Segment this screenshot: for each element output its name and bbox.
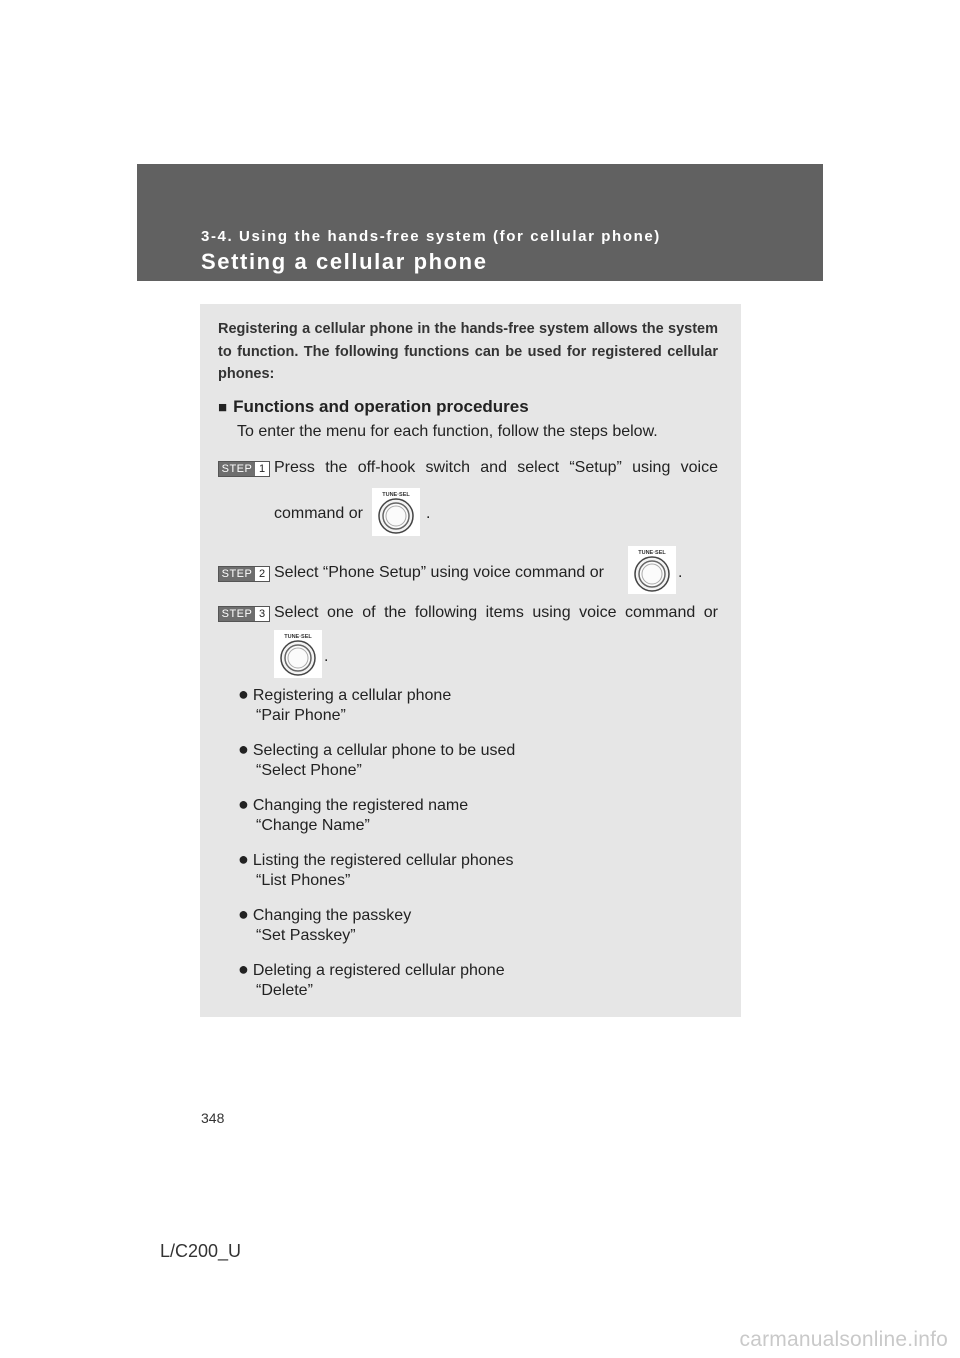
step-number: 1 bbox=[258, 463, 266, 475]
footer-code: L/C200_U bbox=[160, 1241, 242, 1261]
subsection-description: To enter the menu for each function, follow the steps below. bbox=[237, 423, 658, 440]
voice-command: “Change Name” bbox=[256, 817, 370, 834]
subsection-title: Functions and operation procedures bbox=[233, 397, 529, 416]
voice-command: “Select Phone” bbox=[256, 762, 362, 779]
bullet-icon: ● bbox=[238, 959, 249, 979]
step-1-text: Press the off-hook switch and select “Setup” using voice bbox=[274, 459, 718, 476]
bullet-icon: ● bbox=[238, 739, 249, 759]
page-number: 348 bbox=[201, 1110, 225, 1126]
list-item: ● Changing the registered name bbox=[238, 794, 469, 814]
bullet-icon: ● bbox=[238, 849, 249, 869]
knob-label: TUNE·SEL bbox=[284, 634, 312, 640]
step-label: STEP bbox=[219, 607, 255, 621]
list-item: ● Selecting a cellular phone to be used bbox=[238, 739, 516, 759]
step-number: 3 bbox=[258, 608, 266, 620]
section-header bbox=[137, 164, 823, 281]
tune-sel-knob-icon bbox=[274, 630, 322, 678]
knob-label: TUNE·SEL bbox=[638, 550, 666, 556]
section-label: 3-4. Using the hands-free system (for cellular phone) bbox=[201, 228, 661, 245]
step-label: STEP bbox=[219, 567, 255, 581]
page-title: Setting a cellular phone bbox=[201, 249, 488, 274]
watermark: carmanualsonline.info bbox=[739, 1328, 948, 1351]
tune-sel-knob-icon bbox=[628, 546, 676, 594]
subsection-heading bbox=[218, 397, 529, 417]
voice-command: “Delete” bbox=[256, 982, 313, 999]
step-2-text: Select “Phone Setup” using voice command or bbox=[274, 564, 604, 581]
voice-command: “List Phones” bbox=[256, 872, 351, 889]
step-1-suffix: . bbox=[426, 505, 431, 522]
square-bullet-icon: ■ bbox=[218, 399, 228, 416]
step-label: STEP bbox=[219, 462, 255, 476]
tune-sel-knob-icon bbox=[372, 488, 420, 536]
voice-command: “Set Passkey” bbox=[256, 927, 356, 944]
step-1-badge bbox=[218, 461, 270, 477]
voice-command: “Pair Phone” bbox=[256, 707, 346, 724]
list-item: ● Changing the passkey bbox=[238, 904, 412, 924]
step-3-text: Select one of the following items using voice command or bbox=[274, 604, 718, 621]
step-3-suffix: . bbox=[324, 648, 329, 665]
bullet-icon: ● bbox=[238, 794, 249, 814]
bullet-icon: ● bbox=[238, 904, 249, 924]
knob-label: TUNE·SEL bbox=[382, 492, 410, 498]
step-3-badge bbox=[218, 606, 270, 622]
list-item: ● Registering a cellular phone bbox=[238, 684, 452, 704]
step-2-suffix: . bbox=[678, 564, 683, 581]
list-item: ● Listing the registered cellular phones bbox=[238, 849, 514, 869]
content-panel bbox=[200, 304, 741, 1017]
intro-paragraph: Registering a cellular phone in the hands-free system allows the system to function. The following functions can be used for registered cellular phones: bbox=[218, 321, 718, 382]
bullet-icon: ● bbox=[238, 684, 249, 704]
step-1-text-line2: command or bbox=[274, 505, 363, 522]
step-2-badge bbox=[218, 566, 270, 582]
list-item: ● Deleting a registered cellular phone bbox=[238, 959, 505, 979]
step-number: 2 bbox=[258, 568, 266, 580]
